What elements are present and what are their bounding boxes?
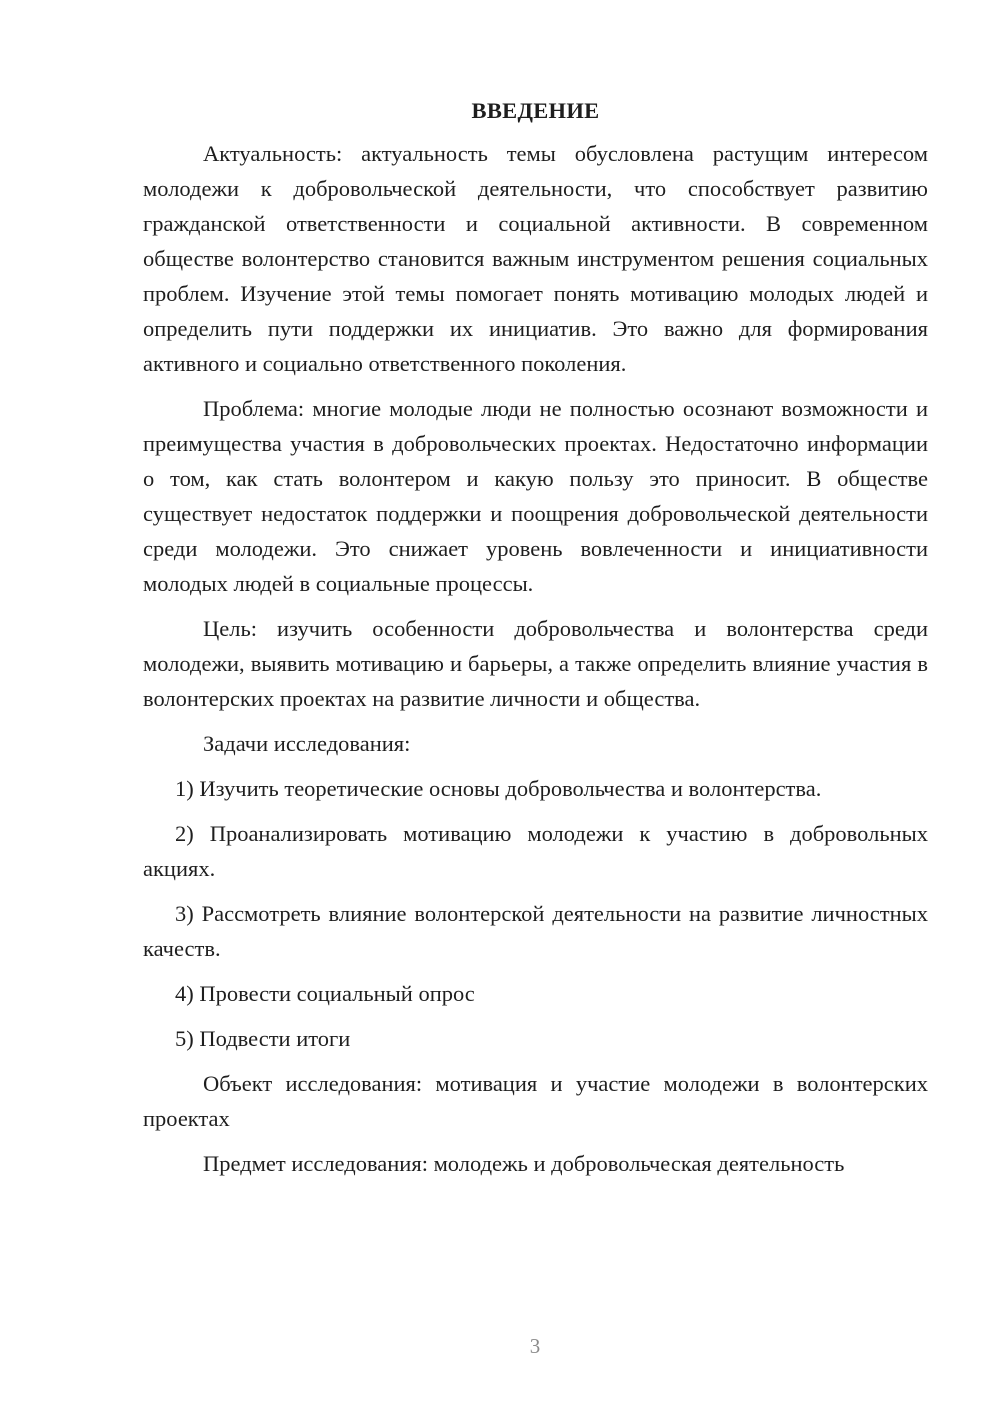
paragraph-subject: Предмет исследования: молодежь и добровольческая деятельность: [203, 1151, 845, 1176]
paragraph-problem: Проблема: многие молодые люди не полностью осознают возможности и преимущества участия в добровольческих проектах. Недостаточно информации о том, как стать волонтером и какую пользу это приносит. В обществе существует недостаток поддержки и поощрения добровольческой деятельности среди молодежи. Это снижает уровень вовлеченности и инициативности молодых людей в социальные процессы.: [143, 396, 928, 596]
page-number: 3: [529, 1334, 541, 1358]
paragraph-goal: Цель: изучить особенности добровольчества и волонтерства среди молодежи, выявить мотивацию и барьеры, а также определить влияние участия в волонтерских проектах на развитие личности и общества.: [143, 616, 928, 711]
section-title: ВВЕДЕНИЕ: [471, 98, 600, 123]
paragraph-object: Объект исследования: мотивация и участие молодежи в волонтерских проектах: [143, 1071, 928, 1131]
task-item-3: 3) Рассмотреть влияние волонтерской деятельности на развитие личностных качеств.: [143, 901, 928, 961]
paragraph-relevance: Актуальность: актуальность темы обусловлена растущим интересом молодежи к добровольческой деятельности, что способствует развитию гражданской ответственности и социальной активности. В современном обществе волонтерство становится важным инструментом решения социальных проблем. Изучение этой темы помогает понять мотивацию молодых людей и определить пути поддержки их инициатив. Это важно для формирования активного и социально ответственного поколения.: [143, 141, 928, 376]
task-item-5: 5) Подвести итоги: [175, 1026, 351, 1051]
task-item-1: 1) Изучить теоретические основы добровольчества и волонтерства.: [175, 776, 822, 801]
task-item-2: 2) Проанализировать мотивацию молодежи к участию в добровольных акциях.: [143, 821, 928, 881]
document-page: [143, 96, 928, 1191]
task-item-4: 4) Провести социальный опрос: [175, 981, 475, 1006]
tasks-heading: Задачи исследования:: [203, 731, 411, 756]
